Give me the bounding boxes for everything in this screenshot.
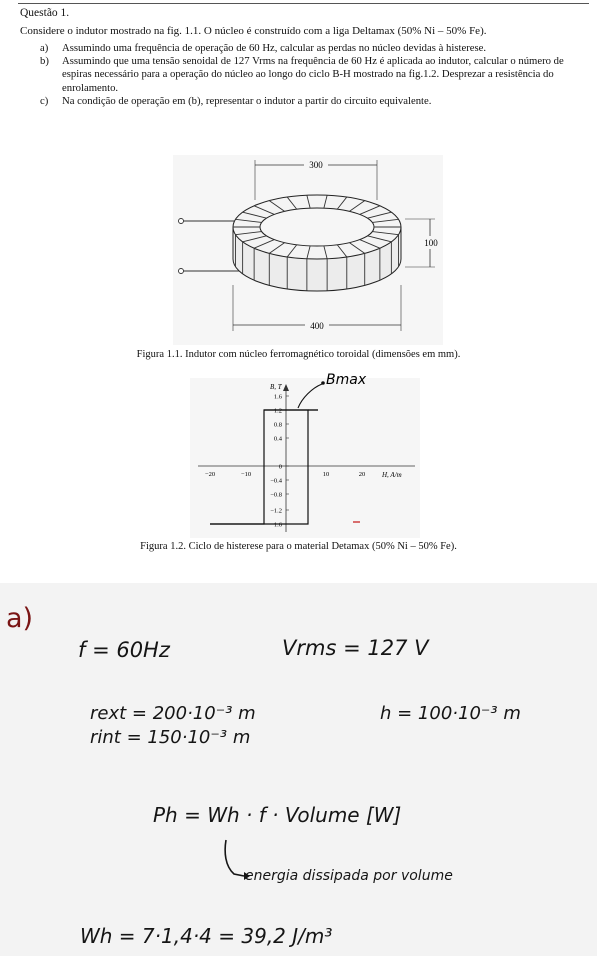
b-tick-label: 0.8 bbox=[273, 421, 282, 429]
top-rule bbox=[18, 3, 589, 4]
hysteresis-figure bbox=[190, 370, 420, 540]
item-text: Assumindo que uma tensão senoidal de 127 Vrms na frequência de 60 Hz é aplicada ao indutor, calcular o número de espiras necessário para a operação do núcleo ao longo do ciclo B-H mostrado na fig.1.2. Desprezar a resistência do enrolamento. bbox=[62, 55, 564, 94]
figure1-caption: Figura 1.1. Indutor com núcleo ferromagnético toroidal (dimensões em mm). bbox=[136, 349, 461, 360]
b-tick-label: −0.4 bbox=[270, 477, 282, 485]
item-text: Assumindo uma frequência de operação de 60 Hz, calcular as perdas no núcleo devidas à histerese. bbox=[62, 42, 487, 54]
figure2-caption: Figura 1.2. Ciclo de histerese para o material Detamax (50% Ni – 50% Fe). bbox=[140, 541, 457, 552]
h-tick-label: 10 bbox=[322, 471, 330, 478]
dim-label-inner: 300 bbox=[309, 160, 323, 170]
notes-wh-value: Wh = 7·1,4·4 = 39,2 J/m³ bbox=[80, 924, 333, 948]
question-title: Questão 1. bbox=[20, 7, 70, 19]
item-label: b) bbox=[40, 55, 49, 68]
b-tick-label: −1.6 bbox=[270, 521, 282, 529]
question-item-b bbox=[40, 55, 592, 95]
b-axis-label: B, T bbox=[270, 383, 282, 391]
notes-frequency: f = 60Hz bbox=[78, 638, 170, 662]
b-tick-label: 0 bbox=[278, 463, 282, 471]
b-tick-label: −0.8 bbox=[270, 491, 282, 499]
b-tick-label: 0.4 bbox=[273, 435, 282, 443]
notes-annotation: energia dissipada por volume bbox=[245, 868, 453, 884]
h-tick-label: −10 bbox=[240, 471, 252, 478]
b-tick-label: 1.6 bbox=[273, 393, 282, 401]
question-item-c bbox=[40, 95, 592, 108]
item-label: a) bbox=[40, 42, 49, 54]
h-tick-label: 20 bbox=[358, 471, 366, 478]
question-items bbox=[40, 42, 592, 108]
notes-height: h = 100·10⁻³ m bbox=[380, 703, 521, 724]
item-text: Na condição de operação em (b), representar o indutor a partir do circuito equivalente. bbox=[62, 94, 432, 107]
h-axis-label: H, A/m bbox=[382, 471, 402, 479]
notes-part-label: a) bbox=[6, 603, 34, 634]
bmax-annotation: Bmax bbox=[326, 372, 367, 388]
notes-inner-radius: rint = 150·10⁻³ m bbox=[90, 727, 251, 748]
question-item-a bbox=[40, 42, 592, 55]
toroid-figure bbox=[173, 155, 443, 345]
b-tick-label: −1.2 bbox=[270, 507, 282, 515]
notes-voltage: Vrms = 127 V bbox=[282, 636, 429, 660]
h-tick-label: −20 bbox=[204, 471, 216, 478]
notes-loss-formula: Ph = Wh · f · Volume [W] bbox=[153, 803, 402, 827]
dim-label-outer: 400 bbox=[310, 321, 324, 331]
item-label: c) bbox=[40, 94, 49, 107]
terminal-bottom bbox=[179, 269, 184, 274]
question-intro: Considere o indutor mostrado na fig. 1.1. O núcleo é construído com a liga Deltamax (50% Ni – 50% Fe). bbox=[20, 25, 487, 37]
terminal-top bbox=[179, 219, 184, 224]
dim-label-height: 100 bbox=[424, 238, 438, 248]
notes-outer-radius: rext = 200·10⁻³ m bbox=[90, 703, 256, 724]
toroid-hole bbox=[260, 208, 374, 246]
figure-background bbox=[190, 378, 420, 538]
b-tick-label: 1.2 bbox=[273, 407, 282, 415]
